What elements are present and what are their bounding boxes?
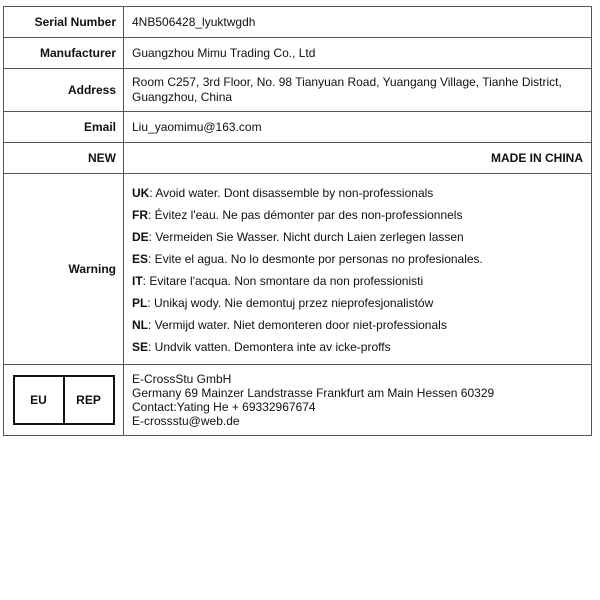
- warning-code: PL: [132, 296, 148, 310]
- eu-rep-row: [4, 365, 592, 436]
- warning-item-de: [132, 226, 583, 248]
- address-line-1: Room C257, 3rd Floor, No. 98 Tianyuan Road, Yuangang Village, Tianhe District,: [132, 75, 562, 89]
- eu-rep-details: [124, 365, 592, 436]
- address-value: [124, 69, 592, 112]
- warning-item-es: [132, 248, 583, 270]
- email-value: Liu_yaomimu@163.com: [124, 112, 592, 143]
- warning-item-nl: [132, 314, 583, 336]
- serial-number-label: Serial Number: [4, 7, 124, 38]
- warning-text: : Avoid water. Dont disassemble by non-professionals: [149, 186, 434, 200]
- warning-item-uk: [132, 182, 583, 204]
- manufacturer-value: Guangzhou Mimu Trading Co., Ltd: [124, 38, 592, 69]
- rep-contact: Contact:Yating He + 69332967674: [132, 400, 316, 414]
- warning-item-se: [132, 336, 583, 358]
- rep-email: E-crossstu@web.de: [132, 414, 240, 428]
- product-info-table: [3, 6, 592, 436]
- warning-item-fr: [132, 204, 583, 226]
- rep-address: Germany 69 Mainzer Landstrasse Frankfurt am Main Hessen 60329: [132, 386, 495, 400]
- warning-text: : Evite el agua. No lo desmonte por personas no profesionales.: [148, 252, 483, 266]
- eu-rep-symbol-cell: [4, 365, 124, 436]
- warning-text: : Évitez l'eau. Ne pas démonter par des non-professionnels: [148, 208, 463, 222]
- rep-box: REP: [63, 377, 113, 423]
- eu-rep-symbol: [13, 375, 115, 425]
- warning-item-it: [132, 270, 583, 292]
- warning-text: : Vermeiden Sie Wasser. Nicht durch Laien zerlegen lassen: [148, 230, 464, 244]
- new-label: NEW: [4, 143, 124, 174]
- warning-item-pl: [132, 292, 583, 314]
- warning-label: Warning: [4, 174, 124, 365]
- made-in-china-label: MADE IN CHINA: [124, 143, 592, 174]
- rep-company: E-CrossStu GmbH: [132, 372, 232, 386]
- warning-list: [124, 174, 592, 365]
- new-row: [4, 143, 592, 174]
- serial-number-row: [4, 7, 592, 38]
- warning-text: : Evitare l'acqua. Non smontare da non professionisti: [142, 274, 424, 288]
- eu-box: EU: [30, 393, 47, 407]
- warning-text: : Unikaj wody. Nie demontuj przez nieprofesjonalistów: [147, 296, 434, 310]
- email-label: Email: [4, 112, 124, 143]
- warning-row: [4, 174, 592, 365]
- address-row: [4, 69, 592, 112]
- warning-code: SE: [132, 340, 149, 354]
- warning-code: DE: [132, 230, 149, 244]
- warning-code: ES: [132, 252, 149, 266]
- warning-text: : Vermijd water. Niet demonteren door niet-professionals: [148, 318, 447, 332]
- address-label: Address: [4, 69, 124, 112]
- warning-code: IT: [132, 274, 143, 288]
- warning-code: FR: [132, 208, 148, 222]
- warning-code: UK: [132, 186, 150, 200]
- manufacturer-label: Manufacturer: [4, 38, 124, 69]
- email-row: [4, 112, 592, 143]
- manufacturer-row: [4, 38, 592, 69]
- address-line-2: Guangzhou, China: [132, 90, 233, 104]
- serial-number-value: 4NB506428_lyuktwgdh: [124, 7, 592, 38]
- warning-text: : Undvik vatten. Demontera inte av icke-proffs: [148, 340, 391, 354]
- warning-code: NL: [132, 318, 148, 332]
